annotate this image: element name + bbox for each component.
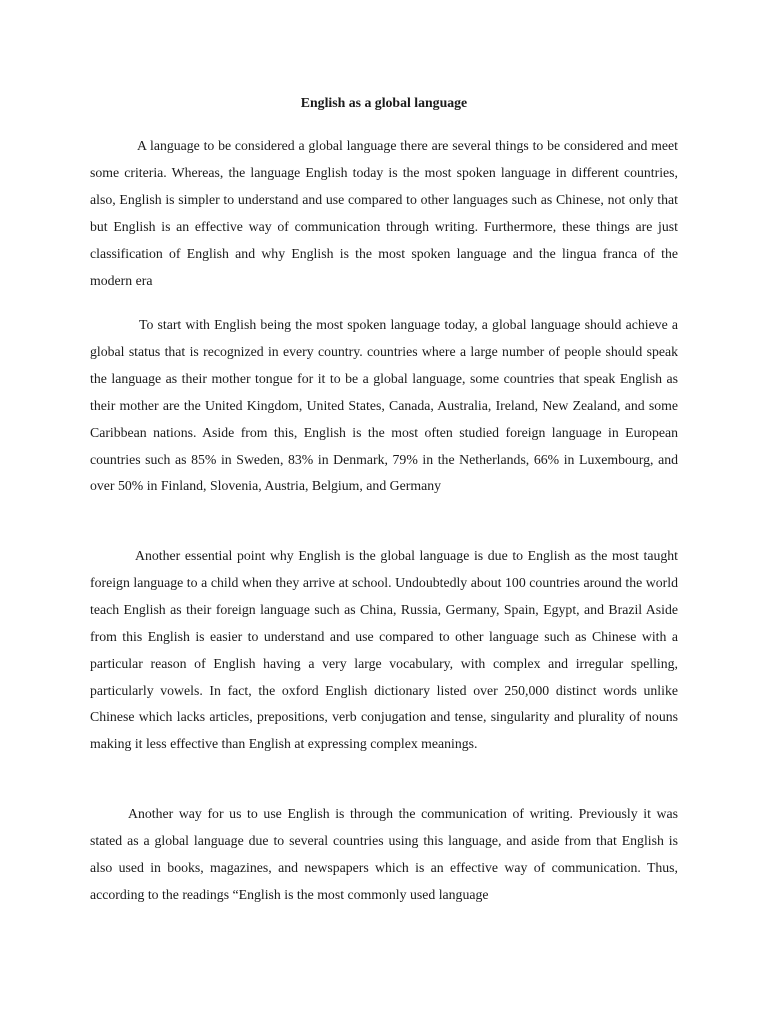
- paragraph-most-spoken: To start with English being the most spoken language today, a global language should achieve a global status that is recognized in every country. countries where a large number of people should speak the language as their mother tongue for it to be a global language, some countries that speak English as their mother are the United Kingdom, United States, Canada, Australia, Ireland, New Zealand, and some Caribbean nations. Aside from this, English is the most often studied foreign language in European countries such as 85% in Sweden, 83% in Denmark, 79% in the Netherlands, 66% in Luxembourg, and over 50% in Finland, Slovenia, Austria, Belgium, and Germany: [90, 317, 678, 494]
- document-title: English as a global language: [300, 95, 468, 110]
- paragraph-most-taught: Another essential point why English is the global language is due to English as the most taught foreign language to a child when they arrive at school. Undoubtedly about 100 countries around the world teach English as their foreign language such as China, Russia, Germany, Spain, Egypt, and Brazil Aside from this English is easier to understand and use compared to other language such as Chinese with a particular reason of English having a very large vocabulary, with complex and irregular spelling, particularly vowels. In fact, the oxford English dictionary listed over 250,000 distinct words unlike Chinese which lacks articles, prepositions, verb conjugation and tense, singularity and plurality of nouns making it less effective than English at expressing complex meanings.: [90, 548, 678, 752]
- paragraph-introduction: A language to be considered a global language there are several things to be considered and meet some criteria. Whereas, the language English today is the most spoken language in different countries, also, English is simpler to understand and use compared to other languages such as Chinese, not only that but English is an effective way of communication through writing. Furthermore, these things are just classification of English and why English is the most spoken language and the lingua franca of the modern era: [90, 138, 678, 288]
- paragraph-writing-communication: Another way for us to use English is through the communication of writing. Previously it was stated as a global language due to several countries using this language, and aside from that English is also used in books, magazines, and newspapers which is an effective way of communication. Thus, according to the readings “English is the most commonly used language: [90, 806, 678, 902]
